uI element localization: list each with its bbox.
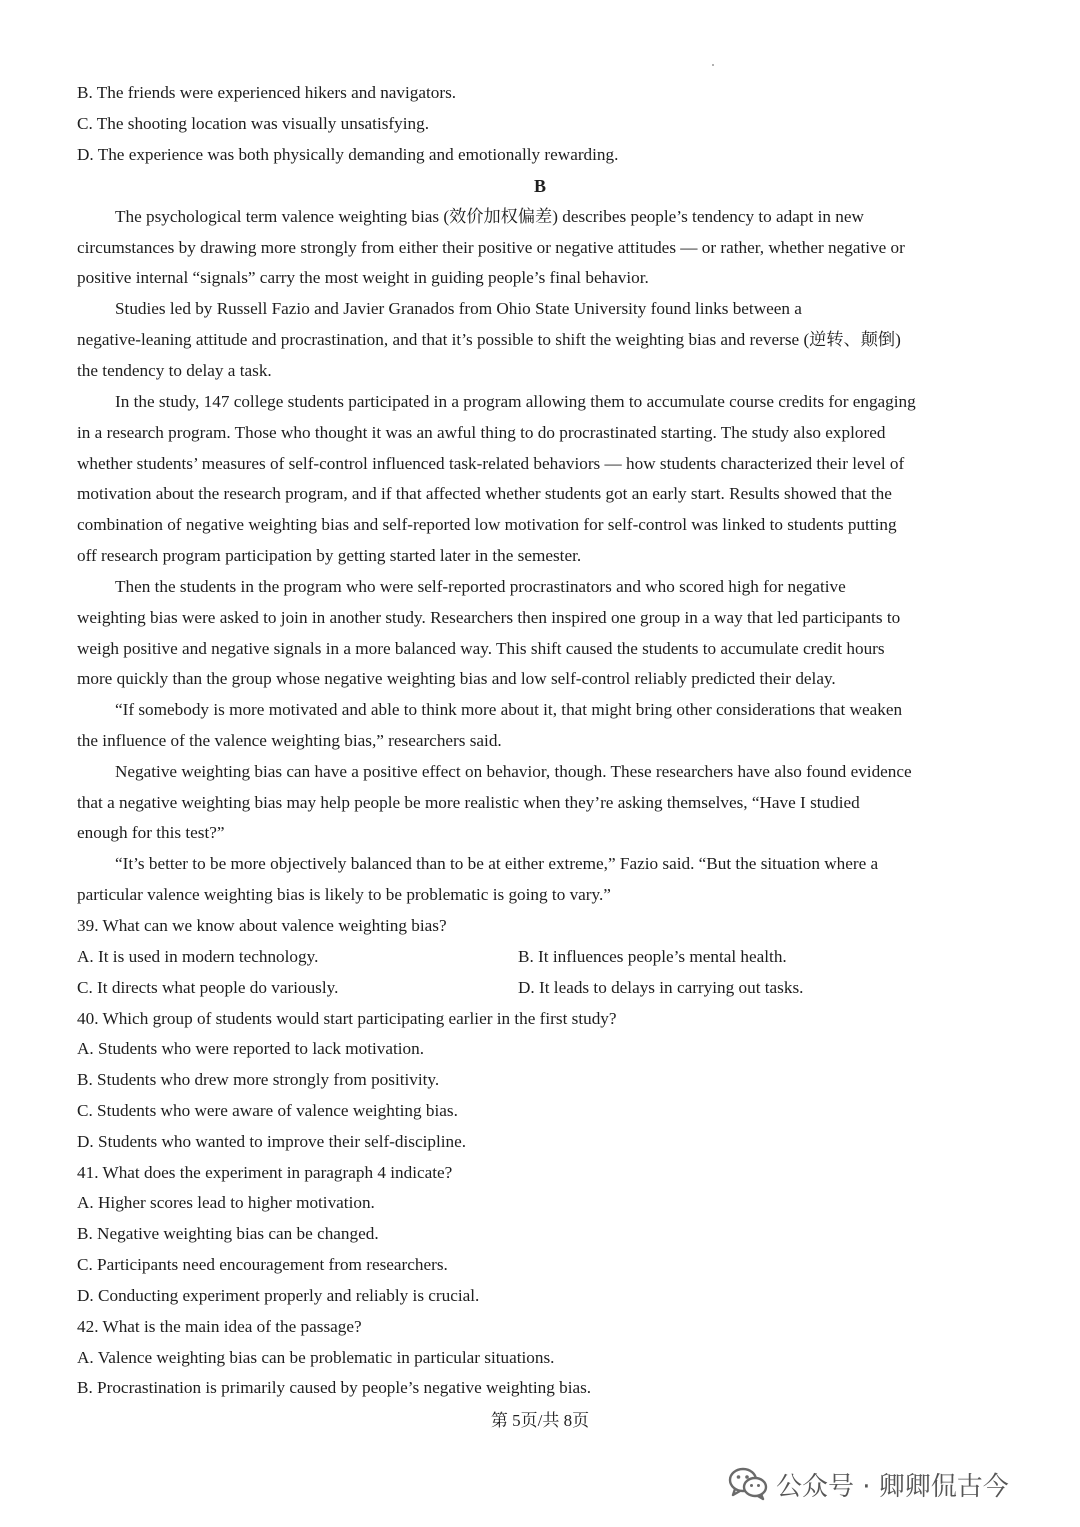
- q40-option-d: D. Students who wanted to improve their self-discipline.: [77, 1132, 467, 1151]
- question-39-stem: 39. What can we know about valence weighting bias?: [77, 916, 447, 935]
- wechat-icon: [728, 1467, 768, 1501]
- prev-option-c: C. The shooting location was visually unsatisfying.: [77, 114, 429, 133]
- passage-line: weighting bias were asked to join in another study. Researchers then inspired one group in a way that led participants to: [77, 608, 901, 627]
- page-number: 第 5页/共 8页: [490, 1411, 590, 1430]
- question-42-stem: 42. What is the main idea of the passage?: [77, 1317, 362, 1336]
- passage-line: the influence of the valence weighting bias,” researchers said.: [77, 731, 502, 750]
- passage-line: enough for this test?”: [77, 823, 225, 842]
- q39-option-a: A. It is used in modern technology.: [77, 947, 319, 966]
- scan-speck: [712, 64, 714, 66]
- q42-option-a: A. Valence weighting bias can be problematic in particular situations.: [77, 1348, 555, 1367]
- passage-line: circumstances by drawing more strongly from either their positive or negative attitudes — or rather, whether negative or: [77, 238, 905, 257]
- prev-option-b: B. The friends were experienced hikers and navigators.: [77, 83, 457, 102]
- watermark-text: 公众号 · 卿卿侃古今: [776, 1471, 1009, 1502]
- section-heading: B: [533, 176, 546, 196]
- passage-line: whether students’ measures of self-control influenced task-related behaviors — how students characterized their level of: [77, 454, 905, 473]
- passage-line: particular valence weighting bias is likely to be problematic is going to vary.”: [77, 885, 611, 904]
- passage-line: more quickly than the group whose negative weighting bias and low self-control reliably predicted their delay.: [77, 669, 836, 688]
- passage-line: “If somebody is more motivated and able to think more about it, that might bring other considerations that weaken: [115, 700, 903, 719]
- passage-line: motivation about the research program, and if that affected whether students got an early start. Results showed that the: [77, 484, 892, 503]
- q40-option-b: B. Students who drew more strongly from positivity.: [77, 1070, 440, 1089]
- q41-option-b: B. Negative weighting bias can be changed.: [77, 1224, 379, 1243]
- passage-line: Negative weighting bias can have a positive effect on behavior, though. These researchers have also found evidence: [115, 762, 912, 781]
- passage-line: weigh positive and negative signals in a more balanced way. This shift caused the students to accumulate credit hours: [77, 639, 885, 658]
- passage-line: Then the students in the program who were self-reported procrastinators and who scored high for negative: [115, 577, 846, 596]
- passage-line: off research program participation by getting started later in the semester.: [77, 546, 582, 565]
- q41-option-a: A. Higher scores lead to higher motivation.: [77, 1193, 375, 1212]
- passage-line: “It’s better to be more objectively balanced than to be at either extreme,” Fazio said. “But the situation where a: [115, 854, 879, 873]
- q39-option-c: C. It directs what people do variously.: [77, 978, 339, 997]
- passage-line: positive internal “signals” carry the most weight in guiding people’s final behavior.: [77, 268, 649, 287]
- passage-line: that a negative weighting bias may help people be more realistic when they’re asking themselves, “Have I studied: [77, 793, 860, 812]
- q39-option-d: D. It leads to delays in carrying out tasks.: [518, 978, 804, 997]
- passage-line: In the study, 147 college students participated in a program allowing them to accumulate course credits for engaging: [115, 392, 916, 411]
- passage-line: combination of negative weighting bias and self-reported low motivation for self-control was linked to students putting: [77, 515, 897, 534]
- q41-option-d: D. Conducting experiment properly and reliably is crucial.: [77, 1286, 480, 1305]
- passage-line: the tendency to delay a task.: [77, 361, 272, 380]
- question-40-stem: 40. Which group of students would start participating earlier in the first study?: [77, 1009, 617, 1028]
- passage-line: in a research program. Those who thought it was an awful thing to do procrastinated starting. The study also explored: [77, 423, 886, 442]
- q39-option-b: B. It influences people’s mental health.: [518, 947, 787, 966]
- passage-line: negative-leaning attitude and procrastination, and that it’s possible to shift the weighting bias and reverse (逆转、颠倒): [77, 330, 901, 349]
- q41-option-c: C. Participants need encouragement from researchers.: [77, 1255, 448, 1274]
- watermark: [728, 1464, 1009, 1504]
- q40-option-a: A. Students who were reported to lack motivation.: [77, 1039, 425, 1058]
- q42-option-b: B. Procrastination is primarily caused by people’s negative weighting bias.: [77, 1378, 592, 1397]
- passage-line: The psychological term valence weighting bias (效价加权偏差) describes people’s tendency to adapt in new: [115, 207, 864, 226]
- question-41-stem: 41. What does the experiment in paragraph 4 indicate?: [77, 1163, 453, 1182]
- q40-option-c: C. Students who were aware of valence weighting bias.: [77, 1101, 458, 1120]
- prev-option-d: D. The experience was both physically demanding and emotionally rewarding.: [77, 145, 619, 164]
- passage-line: Studies led by Russell Fazio and Javier Granados from Ohio State University found links between a: [115, 299, 802, 318]
